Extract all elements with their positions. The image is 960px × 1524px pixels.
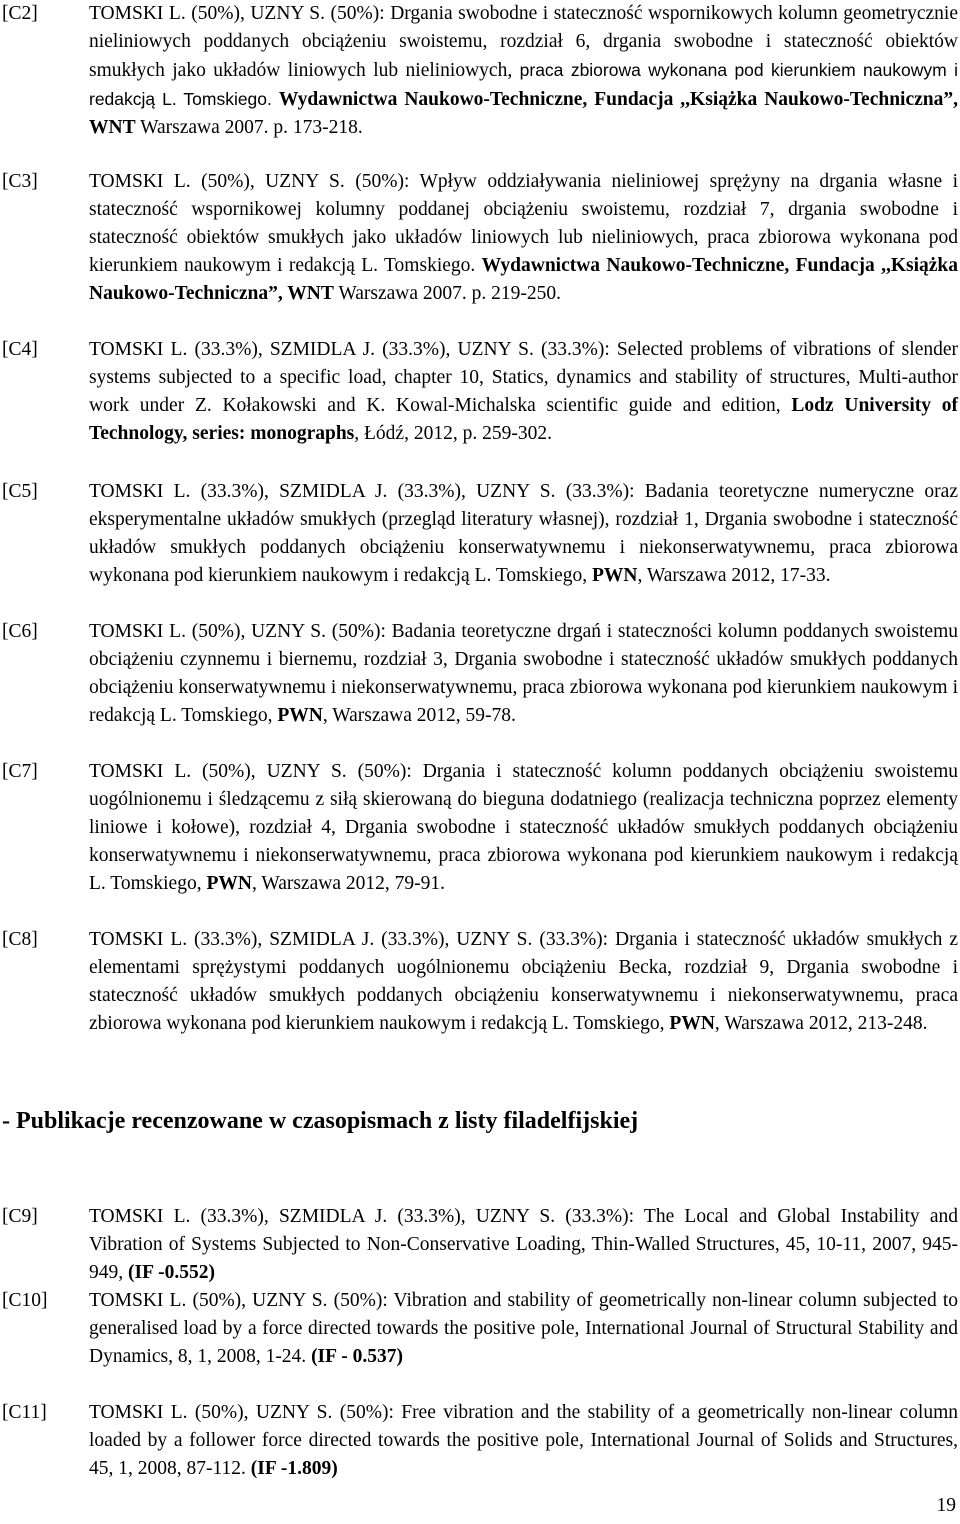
reference-label: [C6] [2, 621, 38, 642]
reference-c5 [0, 478, 958, 590]
reference-text: TOMSKI L. (50%), UZNY S. (50%): Free vibration and the stability of a geometrically non-linear column loaded by a follower force directed towards the positive pole, International Journal of Solids and Structures, 45, 1, 2008, 87-112. (IF -1.809) [89, 1402, 958, 1479]
page-number: 19 [936, 1495, 956, 1516]
section-heading: - Publikacje recenzowane w czasopismach z listy filadelfijskiej [2, 1108, 639, 1134]
reference-c10 [0, 1287, 958, 1371]
reference-c9 [0, 1203, 958, 1287]
reference-label: [C9] [2, 1206, 38, 1227]
reference-text: TOMSKI L. (50%), UZNY S. (50%): Drgania swobodne i stateczność wspornikowych kolumn geometrycznie nieliniowych poddanych obciążeniu swoistemu, rozdział 6, drgania swobodne i stateczność obiektów smukłych jako układów liniowych lub nieliniowych, praca zbiorowa wykonana pod kierunkiem naukowym i redakcją L. Tomskiego. Wydawnictwa Naukowo-Techniczne, Fundacja ,,Książka Naukowo-Techniczna”, WNT Warszawa 2007. p. 173-218. [89, 3, 958, 138]
reference-c3 [0, 168, 958, 308]
reference-c4 [0, 336, 958, 448]
reference-text: TOMSKI L. (33.3%), SZMIDLA J. (33.3%), UZNY S. (33.3%): Drgania i stateczność układów smukłych z elementami sprężystymi poddanych uogólnionemu obciążeniu Becka, rozdział 9, Drgania swobodne i stateczność układów smukłych poddanych obciążeniu konserwatywnemu i niekonserwatywnemu, praca zbiorowa wykonana pod kierunkiem naukowym i redakcją L. Tomskiego, PWN, Warszawa 2012, 213-248. [89, 929, 958, 1034]
reference-label: [C4] [2, 339, 38, 360]
reference-label: [C10] [2, 1290, 48, 1311]
reference-text: TOMSKI L. (50%), UZNY S. (50%): Vibration and stability of geometrically non-linear column subjected to generalised load by a force directed towards the positive pole, International Journal of Structural Stability and Dynamics, 8, 1, 2008, 1-24. (IF - 0.537) [89, 1290, 958, 1367]
reference-text: TOMSKI L. (50%), UZNY S. (50%): Drgania i stateczność kolumn poddanych obciążeniu swoistemu uogólnionemu i śledzącemu z siłą skierowaną do bieguna dodatniego (realizacja techniczna poprzez elementy liniowe i kołowe), rozdział 4, Drgania swobodne i stateczność układów smukłych poddanych obciążeniu konserwatywnemu i niekonserwatywnemu, praca zbiorowa wykonana pod kierunkiem naukowym i redakcją L. Tomskiego, PWN, Warszawa 2012, 79-91. [89, 761, 958, 894]
reference-label: [C2] [2, 3, 38, 24]
reference-text: TOMSKI L. (33.3%), SZMIDLA J. (33.3%), UZNY S. (33.3%): Badania teoretyczne numeryczne oraz eksperymentalne układów smukłych (przegląd literatury własnej), rozdział 1, Drgania swobodne i stateczność układów smukłych poddanych obciążeniu konserwatywnemu i niekonserwatywnemu, praca zbiorowa wykonana pod kierunkiem naukowym i redakcją L. Tomskiego, PWN, Warszawa 2012, 17-33. [89, 481, 958, 586]
reference-c7 [0, 758, 958, 898]
reference-c2 [0, 0, 958, 142]
reference-text: TOMSKI L. (50%), UZNY S. (50%): Wpływ oddziaływania nieliniowej sprężyny na drgania własne i stateczność wspornikowej kolumny poddanej obciążeniu swoistemu, rozdział 7, drgania swobodne i stateczność obiektów smukłych jako układów liniowych lub nieliniowych, praca zbiorowa wykonana pod kierunkiem naukowym i redakcją L. Tomskiego. Wydawnictwa Naukowo-Techniczne, Fundacja ,,Książka Naukowo-Techniczna”, WNT Warszawa 2007. p. 219-250. [89, 171, 958, 304]
reference-c8 [0, 926, 958, 1038]
reference-label: [C7] [2, 761, 38, 782]
reference-label: [C3] [2, 171, 38, 192]
reference-label: [C11] [2, 1402, 47, 1423]
reference-c11 [0, 1399, 958, 1483]
reference-text: TOMSKI L. (33.3%), SZMIDLA J. (33.3%), UZNY S. (33.3%): The Local and Global Instability and Vibration of Systems Subjected to Non-Conservative Loading, Thin-Walled Structures, 45, 10-11, 2007, 945-949, (IF -0.552) [89, 1206, 958, 1283]
reference-label: [C8] [2, 929, 38, 950]
reference-label: [C5] [2, 481, 38, 502]
reference-c6 [0, 618, 958, 730]
reference-text: TOMSKI L. (50%), UZNY S. (50%): Badania teoretyczne drgań i stateczności kolumn poddanych swoistemu obciążeniu czynnemu i biernemu, rozdział 3, Drgania swobodne i stateczność układów smukłych poddanych obciążeniu konserwatywnemu i niekonserwatywnemu, praca zbiorowa wykonana pod kierunkiem naukowym i redakcją L. Tomskiego, PWN, Warszawa 2012, 59-78. [89, 621, 958, 726]
reference-text: TOMSKI L. (33.3%), SZMIDLA J. (33.3%), UZNY S. (33.3%): Selected problems of vibrations of slender systems subjected to a specific load, chapter 10, Statics, dynamics and stability of structures, Multi-author work under Z. Kołakowski and K. Kowal-Michalska scientific guide and edition, Lodz University of Technology, series: monographs, Łódź, 2012, p. 259-302. [89, 339, 958, 444]
